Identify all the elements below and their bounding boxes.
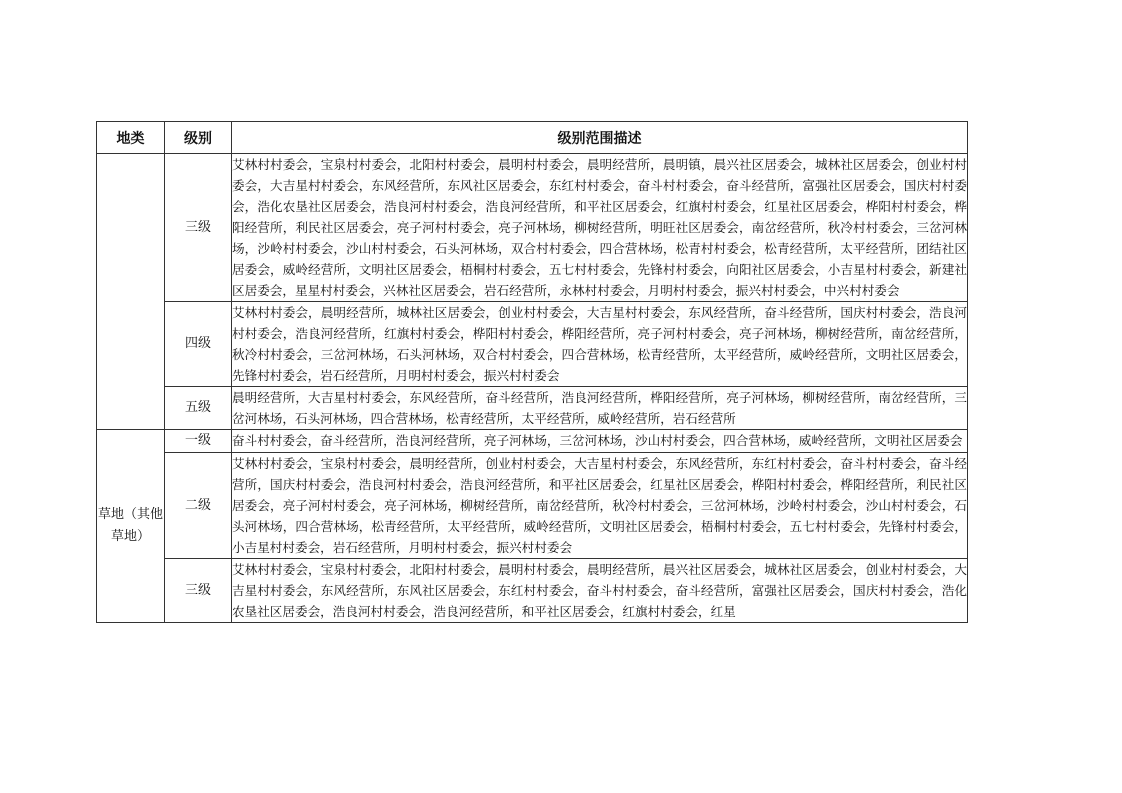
description-text: 艾林村村委会，宝泉村村委会，北阳村村委会，晨明村村委会，晨明经营所，晨明镇，晨兴社区居委会，城林社区居委会，创业村村委会，大吉星村村委会，东风经营所，东风社区居委会，东红村村委会，奋斗村村委会，奋斗经营所，富强社区居委会，国庆村村委会，浩化农垦社区居委会，浩良河村村委会，浩良河经营所，和平社区居委会，红旗村村委会，红星社区居委会，桦阳村村委会，桦阳经营所，利民社区居委会，亮子河村村委会，亮子河林场，柳树经营所，明旺社区居委会，南岔经营所，秋冷村村委会，三岔河林场，沙岭村村委会，沙山村村委会，石头河林场，双合村村委会，四合营林场，松青村村委会，松青经营所，太平经营所，团结社区居委会，威岭经营所，文明社区居委会，梧桐村村委会，五七村村委会，先锋村村委会，向阳社区居委会，小吉星村村委会，新建社区居委会，星星村村委会，兴林社区居委会，岩石经营所，永林村村委会，月明村村委会，振兴村村委会，中兴村村委会 [232, 157, 967, 298]
grade-table [96, 121, 968, 623]
table-row [97, 430, 968, 453]
table-row [97, 559, 968, 623]
description-text: 艾林村村委会，晨明经营所，城林社区居委会，创业村村委会，大吉星村村委会，东风经营所，奋斗经营所，国庆村村委会，浩良河村村委会，浩良河经营所，红旗村村委会，桦阳村村委会，桦阳经营所，亮子河村村委会，亮子河林场，柳树经营所，南岔经营所，秋冷村村委会，三岔河林场，石头河林场，双合村村委会，四合营林场，松青经营所，太平经营所，威岭经营所，文明社区居委会，先锋村村委会，岩石经营所，月明村村委会，振兴村村委会 [232, 305, 967, 383]
table-row [97, 387, 968, 430]
level-cell: 五级 [165, 387, 232, 430]
header-category: 地类 [97, 122, 165, 154]
category-cell: 草地（其他草地） [97, 430, 165, 623]
description-text: 艾林村村委会，宝泉村村委会，北阳村村委会，晨明村村委会，晨明经营所，晨兴社区居委会，城林社区居委会，创业村村委会，大吉星村村委会，东风经营所，东风社区居委会，东红村村委会，奋斗村村委会，奋斗经营所，富强社区居委会，国庆村村委会，浩化农垦社区居委会，浩良河村村委会，浩良河经营所，和平社区居委会，红旗村村委会，红星 [232, 562, 967, 619]
level-cell: 二级 [165, 453, 232, 559]
description-cell [232, 559, 968, 623]
description-text: 晨明经营所，大吉星村村委会，东风经营所，奋斗经营所，浩良河经营所，桦阳经营所，亮子河林场，柳树经营所，南岔经营所，三岔河林场，石头河林场，四合营林场，松青经营所，太平经营所，威岭经营所，岩石经营所 [232, 390, 967, 426]
table-row [97, 154, 968, 302]
level-cell: 四级 [165, 302, 232, 387]
description-cell [232, 302, 968, 387]
level-cell: 一级 [165, 430, 232, 453]
table-row [97, 302, 968, 387]
level-cell: 三级 [165, 559, 232, 623]
description-cell [232, 154, 968, 302]
table-header-row [97, 122, 968, 154]
header-description: 级别范围描述 [232, 122, 968, 154]
description-cell [232, 387, 968, 430]
description-cell [232, 430, 968, 453]
level-cell: 三级 [165, 154, 232, 302]
description-text: 奋斗村村委会，奋斗经营所，浩良河经营所，亮子河林场，三岔河林场，沙山村村委会，四合营林场，威岭经营所，文明社区居委会 [232, 433, 963, 448]
table-row [97, 453, 968, 559]
category-cell [97, 154, 165, 430]
description-text: 艾林村村委会，宝泉村村委会，晨明经营所，创业村村委会，大吉星村村委会，东风经营所，东红村村委会，奋斗村村委会，奋斗经营所，国庆村村委会，浩良河村村委会，浩良河经营所，和平社区居委会，红星社区居委会，桦阳村村委会，桦阳经营所，利民社区居委会，亮子河村村委会，亮子河林场，柳树经营所，南岔经营所，秋冷村村委会，三岔河林场，沙岭村村委会，沙山村村委会，石头河林场，四合营林场，松青经营所，太平经营所，威岭经营所，文明社区居委会，梧桐村村委会，五七村村委会，先锋村村委会，小吉星村村委会，岩石经营所，月明村村委会，振兴村村委会 [232, 456, 967, 555]
header-level: 级别 [165, 122, 232, 154]
description-cell [232, 453, 968, 559]
